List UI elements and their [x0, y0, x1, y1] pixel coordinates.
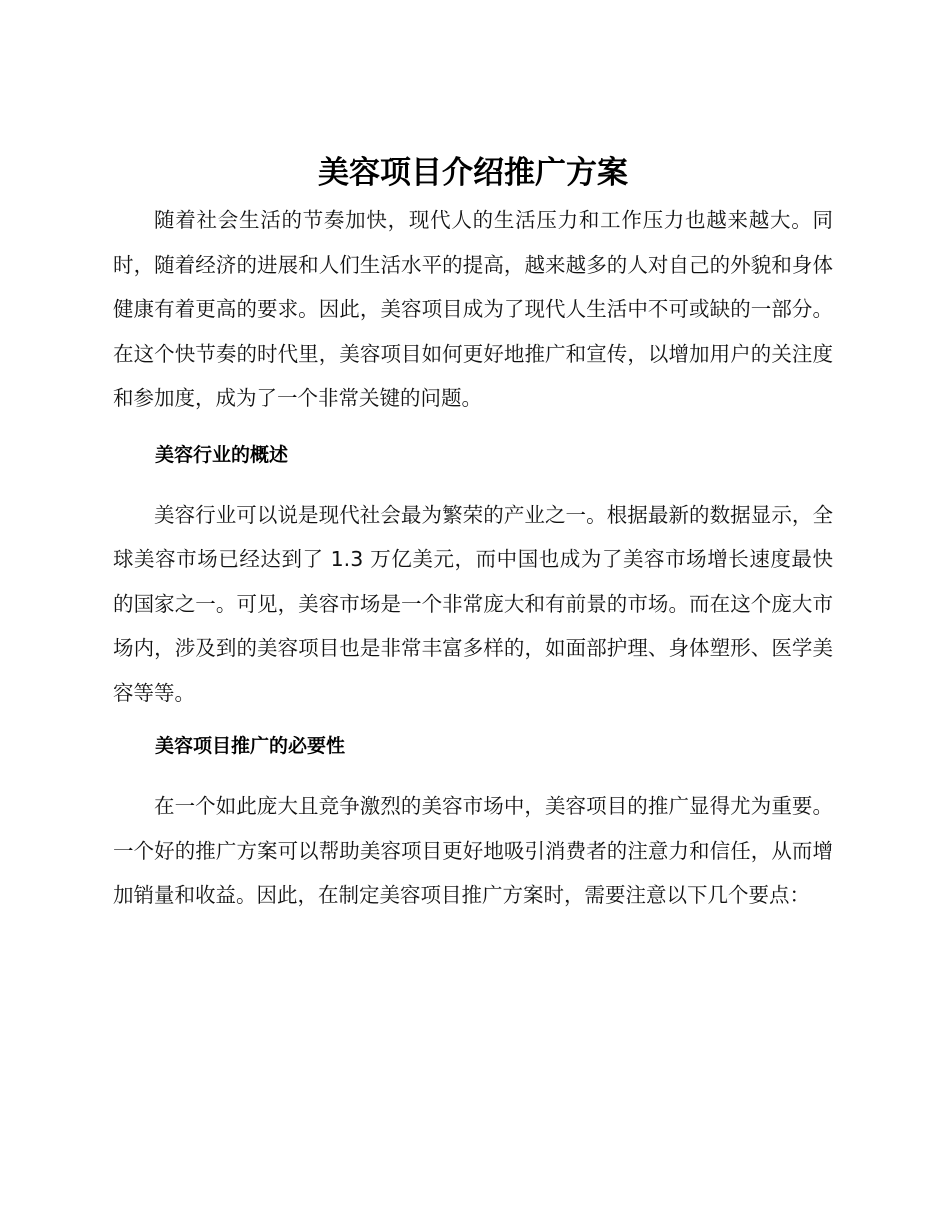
document-content — [113, 148, 833, 918]
section-heading-promotion-necessity: 美容项目推广的必要性 — [155, 735, 346, 757]
promotion-necessity-paragraph: 在一个如此庞大且竞争激烈的美容市场中，美容项目的推广显得尤为重要。一个好的推广方案可以帮助美容项目更好地吸引消费者的注意力和信任，从而增加销量和收益。因此，在制定美容项目推广方案时，需要注意以下几个要点： — [113, 794, 833, 907]
document-title: 美容项目介绍推广方案 — [318, 155, 628, 191]
intro-paragraph: 随着社会生活的节奏加快，现代人的生活压力和工作压力也越来越大。同时，随着经济的进展和人们生活水平的提高，越来越多的人对自己的外貌和身体健康有着更高的要求。因此，美容项目成为了现代人生活中不可或缺的一部分。在这个快节奏的时代里，美容项目如何更好地推广和宣传，以增加用户的关注度和参加度，成为了一个非常关键的问题。 — [113, 208, 833, 410]
section-heading-industry-overview: 美容行业的概述 — [155, 443, 289, 466]
industry-overview-paragraph: 美容行业可以说是现代社会最为繁荣的产业之一。根据最新的数据显示，全球美容市场已经达到了 1.3 万亿美元，而中国也成为了美容市场增长速度最快的国家之一。可见，美容市场是一个非常庞大和有前景的市场。而在这个庞大市场内，涉及到的美容项目也是非常丰富多样的，如面部护理、身体塑形、医学美容等等。 — [113, 502, 833, 705]
